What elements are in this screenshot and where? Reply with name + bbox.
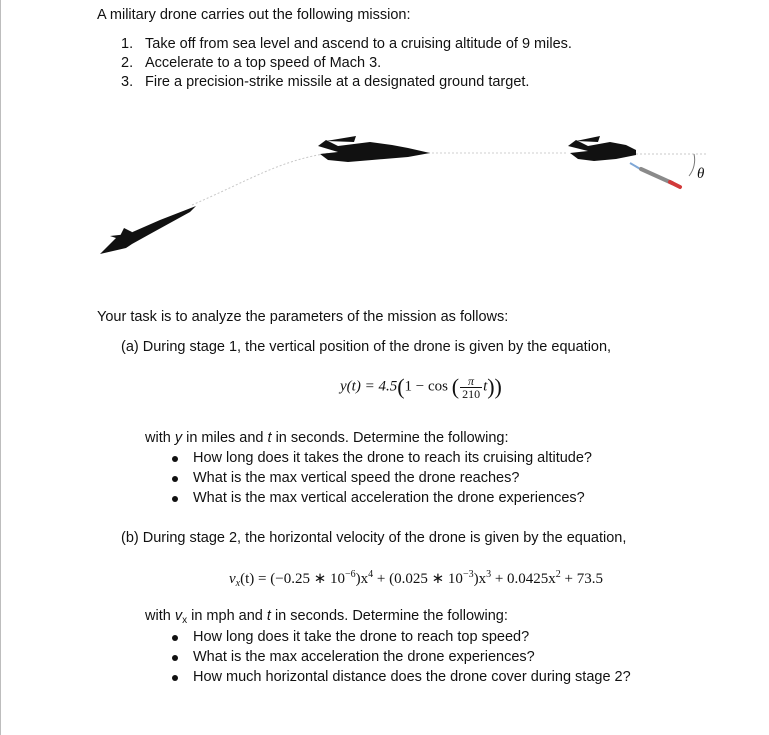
part-b-question-3: How much horizontal distance does the drone cover during stage 2? — [193, 669, 631, 685]
missile-icon — [630, 163, 680, 187]
part-a-question-1: How long does it takes the drone to reach its cruising altitude? — [193, 450, 592, 466]
equation-a: y(t) = 4.5(1 − cos ( $\frac{\pi}{210}$ t)) — [340, 373, 502, 401]
stage-3-number: 3. — [121, 74, 134, 90]
stage-1-number: 1. — [121, 36, 134, 52]
stage-2-text: Accelerate to a top speed of Mach 3. — [145, 55, 382, 71]
bullet-icon — [172, 635, 178, 641]
part-a-question-2: What is the max vertical speed the drone reaches? — [193, 470, 520, 486]
part-b-question-1: How long does it take the drone to reach top speed? — [193, 629, 530, 645]
part-b-lead: (b) During stage 2, the horizontal velocity of the drone is given by the equation, — [121, 530, 627, 546]
bullet-icon — [172, 675, 178, 681]
part-b-question-2: What is the max acceleration the drone experiences? — [193, 649, 535, 665]
angle-theta-label: θ — [697, 166, 705, 182]
stage-2-number: 2. — [121, 55, 134, 71]
bullet-icon — [172, 456, 178, 462]
drone-cruise-icon — [318, 136, 430, 162]
equation-b: $v_x(t) = (-0.25$ ∗ $10^{-6})x^4 + (0.025$ ∗ $10^{-3})x^3 + 0.0425x^2 + 73.5$ — [229, 569, 604, 589]
part-a-question-3: What is the max vertical acceleration the drone experiences? — [193, 490, 585, 506]
stage-3-text: Fire a precision-strike missile at a designated ground target. — [145, 74, 530, 90]
drone-strike-icon — [568, 136, 636, 161]
ascent-path — [192, 153, 330, 205]
part-a-lead: (a) During stage 1, the vertical position of the drone is given by the equation, — [121, 339, 612, 355]
bullet-icon — [172, 496, 178, 502]
intro-text: A military drone carries out the following mission: — [97, 7, 411, 23]
bullet-icon — [172, 655, 178, 661]
task-text: Your task is to analyze the parameters of the mission as follows: — [97, 309, 509, 325]
part-a-units: with y in miles and t in seconds. Determine the following: — [145, 430, 509, 446]
bullet-icon — [172, 476, 178, 482]
stage-1-text: Take off from sea level and ascend to a cruising altitude of 9 miles. — [145, 36, 572, 52]
mission-diagram — [0, 120, 769, 270]
part-b-units: with $v_x$ in mph and t in seconds. Determine the following: — [145, 608, 508, 626]
drone-takeoff-icon — [100, 206, 196, 254]
page-left-border — [0, 0, 1, 735]
angle-arc — [689, 154, 695, 176]
